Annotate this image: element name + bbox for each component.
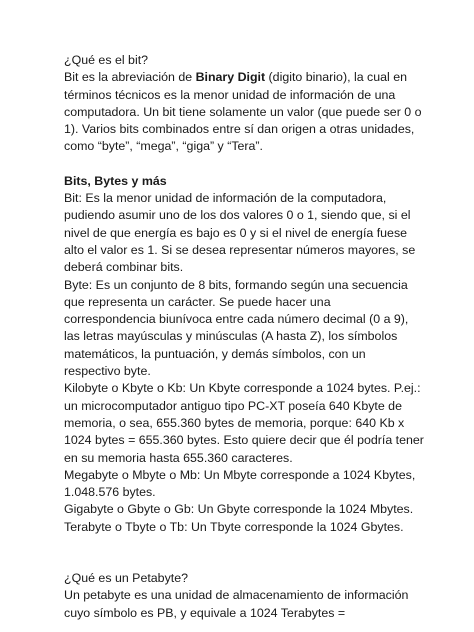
bit-intro-after: (digito binario), la cual en términos técnicos es la menor unidad de información de una computadora. Un bit tiene solamente un valor (que puede ser 0 o 1). Varios bits combinados entre sí dan origen a otras unidades, como “byte”, “mega”, “giga” y “Tera”.: [64, 70, 422, 154]
bit-definition-paragraph: [64, 69, 424, 155]
terabyte-unit-paragraph: Terabyte o Tbyte o Tb: Un Tbyte corresponde la 1024 Gbytes.: [64, 519, 404, 534]
megabyte-unit-paragraph: Megabyte o Mbyte o Mb: Un Mbyte corresponde a 1024 Kbytes, 1.048.576 bytes.: [64, 467, 416, 500]
gigabyte-unit-paragraph: Gigabyte o Gbyte o Gb: Un Gbyte corresponde la 1024 Mbytes.: [64, 502, 414, 517]
binary-digit-term: Binary Digit: [195, 70, 266, 85]
bit-intro-before: Bit es la abreviación de: [64, 70, 196, 85]
petabyte-section-title: ¿Qué es un Petabyte?: [64, 571, 188, 586]
document-body: [64, 52, 424, 622]
petabyte-definition-paragraph: Un petabyte es una unidad de almacenamiento de información cuyo símbolo es PB, y equivale a 1024 Terabytes =: [64, 588, 409, 620]
byte-unit-paragraph: Byte: Es un conjunto de 8 bits, formando según una secuencia que representa un carácter. Se puede hacer una correspondencia biunívoca entre cada número decimal (0 a 9), las letras mayúsculas y minúsculas (A hasta Z), los símbolos matemáticos, la puntuación, y demás símbolos, con un respectivo byte.: [64, 277, 409, 379]
spacer: [64, 156, 424, 173]
spacer: [64, 536, 424, 570]
units-section-title: Bits, Bytes y más: [64, 173, 167, 188]
bit-unit-paragraph: Bit: Es la menor unidad de información de la computadora, pudiendo asumir uno de los dos valores 0 o 1, siendo que, si el nivel de que energía es bajo es 0 y si el nivel de energía fuese alto el valor es 1. Si se desea representar números mayores, se deberá combinar bits.: [64, 191, 416, 275]
bit-section-title: ¿Qué es el bit?: [64, 53, 149, 67]
kilobyte-unit-paragraph: Kilobyte o Kbyte o Kb: Un Kbyte corresponde a 1024 bytes. P.ej.: un microcomputador antiguo tipo PC-XT poseía 640 Kbyte de memoria, o sea, 655.360 bytes de memoria, porque: 640 Kb x 1024 bytes = 655.360 bytes. Esto quiere decir que él podría tener en su memoria hasta 655.360 caracteres.: [64, 381, 424, 465]
